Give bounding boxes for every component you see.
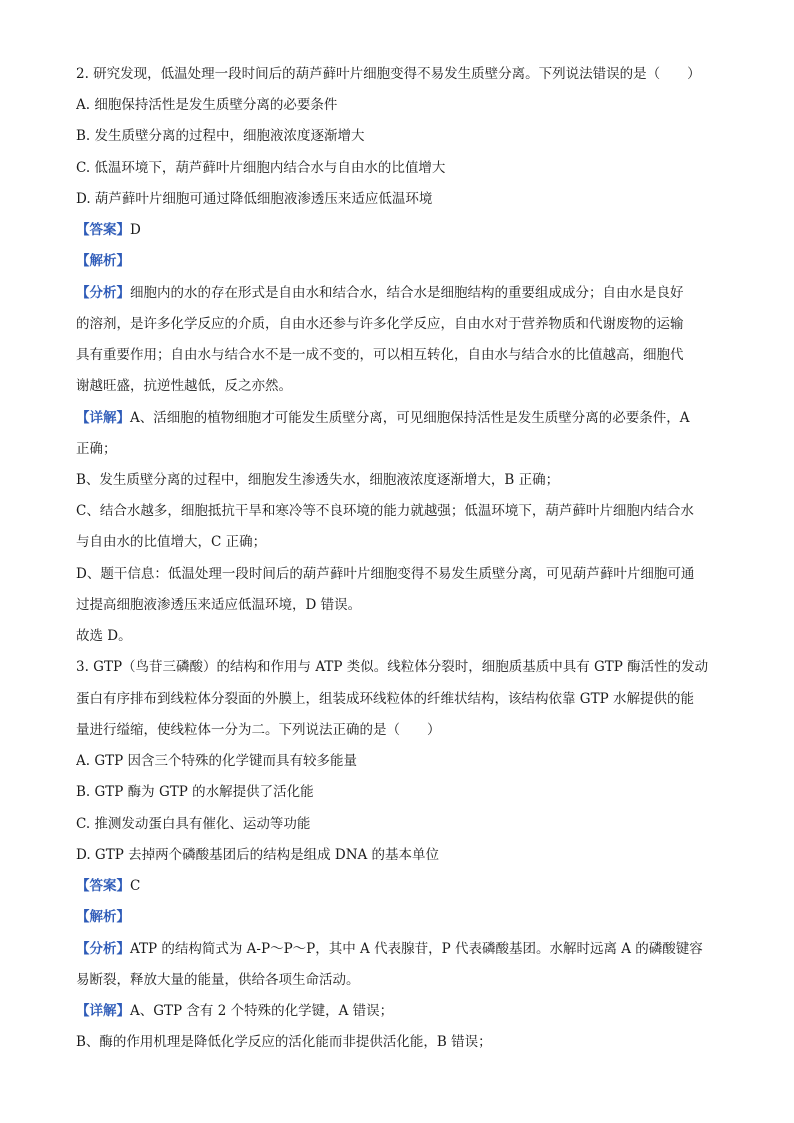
q2-xiangjie-line-6: D、题干信息：低温处理一段时间后的葫芦藓叶片细胞变得不易发生质壁分离，可见葫芦藓叶片细胞可通 [76,566,695,582]
q3-fenxi-line-2: 易断裂，释放大量的能量，供给各项生命活动。 [76,972,360,988]
q3-stem-line-1: 3. GTP（鸟苷三磷酸）的结构和作用与 ATP 类似。线粒体分裂时，细胞质基质中具有 GTP 酶活性的发动 [76,659,709,675]
q3-answer-tag: 【答案】 [76,878,130,894]
q3-option-a: A. GTP 因含三个特殊的化学键而具有较多能量 [76,753,357,769]
q2-analysis-line [76,252,718,270]
q3-xiangjie-line-2: B、酶的作用机理是降低化学反应的活化能而非提供活化能，B 错误； [76,1034,492,1050]
q2-option-a: A. 细胞保持活性是发生质壁分离的必要条件 [76,97,338,113]
q3-fenxi-tag: 【分析】 [76,941,130,957]
q2-fenxi-line-3: 具有重要作用；自由水与结合水不是一成不变的，可以相互转化，自由水与结合水的比值越高，细胞代 [76,347,684,363]
q3-option-b: B. GTP 酶为 GTP 的水解提供了活化能 [76,784,314,800]
q2-fenxi-line-1: 【分析】细胞内的水的存在形式是自由水和结合水，结合水是细胞结构的重要组成成分；自由水是良好 [76,285,684,301]
q2-xiangjie-line-7: 过提高细胞液渗透压来适应低温环境，D 错误。 [76,597,362,613]
q3-xiangjie-tag: 【详解】 [76,1003,130,1019]
q2-xiangjie-line-4: C、结合水越多，细胞抵抗干旱和寒冷等不良环境的能力就越强；低温环境下，葫芦藓叶片细胞内结合水 [76,503,694,519]
q3-stem-line-2: 蛋白有序排布到线粒体分裂面的外膜上，组装成环线粒体的纤维状结构，该结构依靠 GTP 水解提供的能 [76,691,694,707]
q3-answer-line [76,877,718,895]
q2-fenxi-tag: 【分析】 [76,285,130,301]
q2-answer-line [76,221,718,239]
q2-xiangjie-line-5: 与自由水的比值增大，C 正确； [76,534,267,550]
q2-xiangjie-line-3: B、发生质壁分离的过程中，细胞发生渗透失水，细胞液浓度逐渐增大，B 正确； [76,472,560,488]
q3-option-d: D. GTP 去掉两个磷酸基团后的结构是组成 DNA 的基本单位 [76,847,440,863]
q3-xiangjie-line-1: 【详解】A、GTP 含有 2 个特殊的化学键，A 错误； [76,1003,394,1019]
q2-stem: 2. 研究发现，低温处理一段时间后的葫芦藓叶片细胞变得不易发生质壁分离。下列说法错误的是（ ） [76,66,701,82]
q3-analysis-tag: 【解析】 [76,909,130,925]
q3-fenxi-line-1: 【分析】ATP 的结构简式为 A-P～P～P，其中 A 代表腺苷，P 代表磷酸基团。水解时远离 A 的磷酸键容 [76,941,703,957]
q2-fenxi-line-4: 谢越旺盛，抗逆性越低，反之亦然。 [76,378,292,394]
q2-option-c: C. 低温环境下，葫芦藓叶片细胞内结合水与自由水的比值增大 [76,160,446,176]
q2-answer-tag: 【答案】 [76,222,130,238]
q2-xiangjie-line-2: 正确； [76,441,117,457]
q3-option-c: C. 推测发动蛋白具有催化、运动等功能 [76,816,311,832]
q3-answer-value: C [130,878,141,894]
q2-xiangjie-line-1: 【详解】A、活细胞的植物细胞才可能发生质壁分离，可见细胞保持活性是发生质壁分离的必要条件，A [76,410,690,426]
q2-analysis-tag: 【解析】 [76,253,130,269]
q2-conclusion: 故选 D。 [76,628,132,644]
q2-answer-value: D [130,222,141,238]
q2-option-b: B. 发生质壁分离的过程中，细胞液浓度逐渐增大 [76,128,365,144]
q2-fenxi-line-2: 的溶剂，是许多化学反应的介质，自由水还参与许多化学反应，自由水对于营养物质和代谢废物的运输 [76,316,684,332]
q2-xiangjie-tag: 【详解】 [76,410,130,426]
q3-stem-line-3: 量进行缢缩，使线粒体一分为二。下列说法正确的是（ ） [76,722,441,738]
q3-analysis-line [76,908,718,926]
q2-option-d: D. 葫芦藓叶片细胞可通过降低细胞液渗透压来适应低温环境 [76,191,433,207]
